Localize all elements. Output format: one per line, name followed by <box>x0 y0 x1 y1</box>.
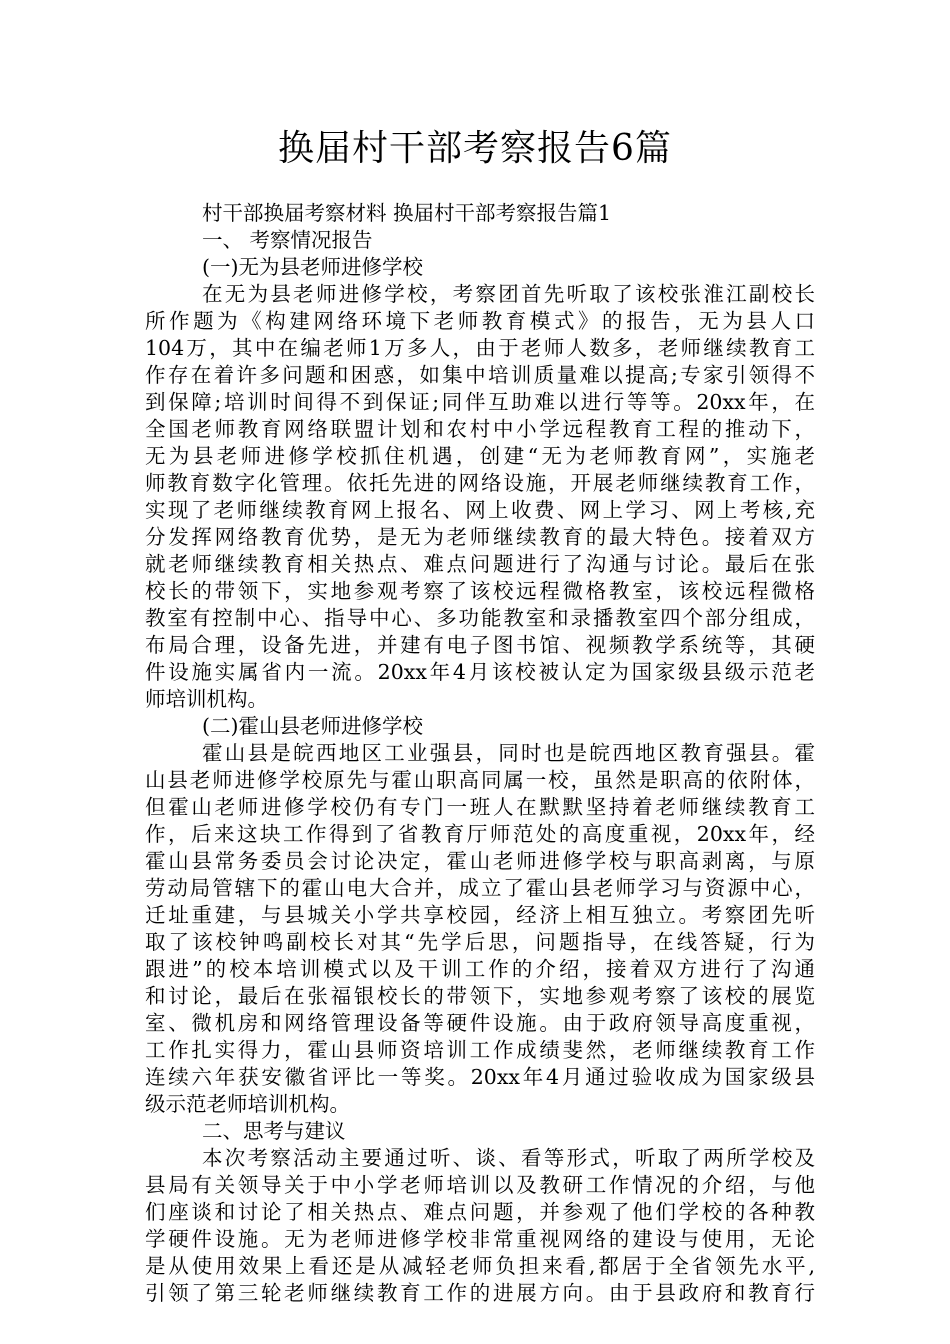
text-line: 级示范老师培训机构。 <box>145 1092 350 1116</box>
text-line: 学硬件设施。无为老师进修学校非常重视网络的建设与使用，无论 <box>145 1227 815 1251</box>
text-line: 分发挥网络教育优势，是无为老师继续教育的最大特色。接着双方 <box>145 525 815 549</box>
text-line: 本次考察活动主要通过听、谈、看等形式，听取了两所学校及 <box>202 1146 815 1170</box>
text-line: 件设施实属省内一流。20xx年4月该校被认定为国家级县级示范老 <box>145 660 815 684</box>
text-line: 校长的带领下，实地参观考察了该校远程微格教室，该校远程微格 <box>145 579 815 603</box>
text-line: 在无为县老师进修学校，考察团首先听取了该校张淮江副校长 <box>202 282 815 306</box>
text-line: 们座谈和讨论了相关热点、难点问题，并参观了他们学校的各种教 <box>145 1200 815 1224</box>
text-line: 连续六年获安徽省评比一等奖。20xx年4月通过验收成为国家级县 <box>145 1065 815 1089</box>
text-line: 是从使用效果上看还是从减轻老师负担来看,都居于全省领先水平, <box>145 1254 815 1278</box>
text-line: 作存在着许多问题和困惑，如集中培训质量难以提高;专家引领得不 <box>145 363 815 387</box>
text-line: 村干部换届考察材料 换届村干部考察报告篇1 <box>202 201 612 225</box>
text-line: 取了该校钟鸣副校长对其“先学后思，问题指导，在线答疑，行为 <box>145 930 815 954</box>
text-line: 霍山县是皖西地区工业强县，同时也是皖西地区教育强县。霍 <box>202 741 815 765</box>
text-line: 全国老师教育网络联盟计划和农村中小学远程教育工程的推动下， <box>145 417 815 441</box>
document-body <box>145 200 815 1307</box>
text-line: 工作扎实得力，霍山县师资培训工作成绩斐然，老师继续教育工作 <box>145 1038 815 1062</box>
text-line: 布局合理，设备先进，并建有电子图书馆、视频教学系统等，其硬 <box>145 633 815 657</box>
text-line: 104万，其中在编老师1万多人，由于老师人数多，老师继续教育工 <box>145 336 815 360</box>
text-line: 劳动局管辖下的霍山电大合并，成立了霍山县老师学习与资源中心， <box>145 876 815 900</box>
text-line: 但霍山老师进修学校仍有专门一班人在默默坚持着老师继续教育工 <box>145 795 815 819</box>
text-line: 到保障;培训时间得不到保证;同伴互助难以进行等等。20xx年，在 <box>145 390 815 414</box>
text-line: 一、 考察情况报告 <box>202 228 373 252</box>
text-line: 和讨论，最后在张福银校长的带领下，实地参观考察了该校的展览 <box>145 984 815 1008</box>
text-line: 跟进”的校本培训模式以及干训工作的介绍，接着双方进行了沟通 <box>145 957 815 981</box>
text-line: 山县老师进修学校原先与霍山职高同属一校，虽然是职高的依附体， <box>145 768 815 792</box>
text-line: (二)霍山县老师进修学校 <box>202 714 423 738</box>
text-line: 无为县老师进修学校抓住机遇，创建“无为老师教育网”，实施老 <box>145 444 815 468</box>
text-line: 教室有控制中心、指导中心、多功能教室和录播教室四个部分组成， <box>145 606 815 630</box>
text-line: 室、微机房和网络管理设备等硬件设施。由于政府领导高度重视， <box>145 1011 815 1035</box>
text-line: 引领了第三轮老师继续教育工作的进展方向。由于县政府和教育行 <box>145 1281 815 1305</box>
text-line: 县局有关领导关于中小学老师培训以及教研工作情况的介绍，与他 <box>145 1173 815 1197</box>
text-line: 师培训机构。 <box>145 687 268 711</box>
text-line: 师教育数字化管理。依托先进的网络设施，开展老师继续教育工作， <box>145 471 815 495</box>
text-line: 就老师继续教育相关热点、难点问题进行了沟通与讨论。最后在张 <box>145 552 815 576</box>
text-line: 迁址重建，与县城关小学共享校园，经济上相互独立。考察团先听 <box>145 903 815 927</box>
text-line: 二、思考与建议 <box>202 1119 346 1143</box>
text-line: (一)无为县老师进修学校 <box>202 255 423 279</box>
text-line: 作，后来这块工作得到了省教育厅师范处的高度重视，20xx年，经 <box>145 822 815 846</box>
document-title: 换届村干部考察报告6篇 <box>278 128 672 169</box>
text-line: 实现了老师继续教育网上报名、网上收费、网上学习、网上考核,充 <box>145 498 815 522</box>
text-line: 所作题为《构建网络环境下老师教育模式》的报告，无为县人口 <box>145 309 815 333</box>
text-line: 霍山县常务委员会讨论决定，霍山老师进修学校与职高剥离，与原 <box>145 849 815 873</box>
